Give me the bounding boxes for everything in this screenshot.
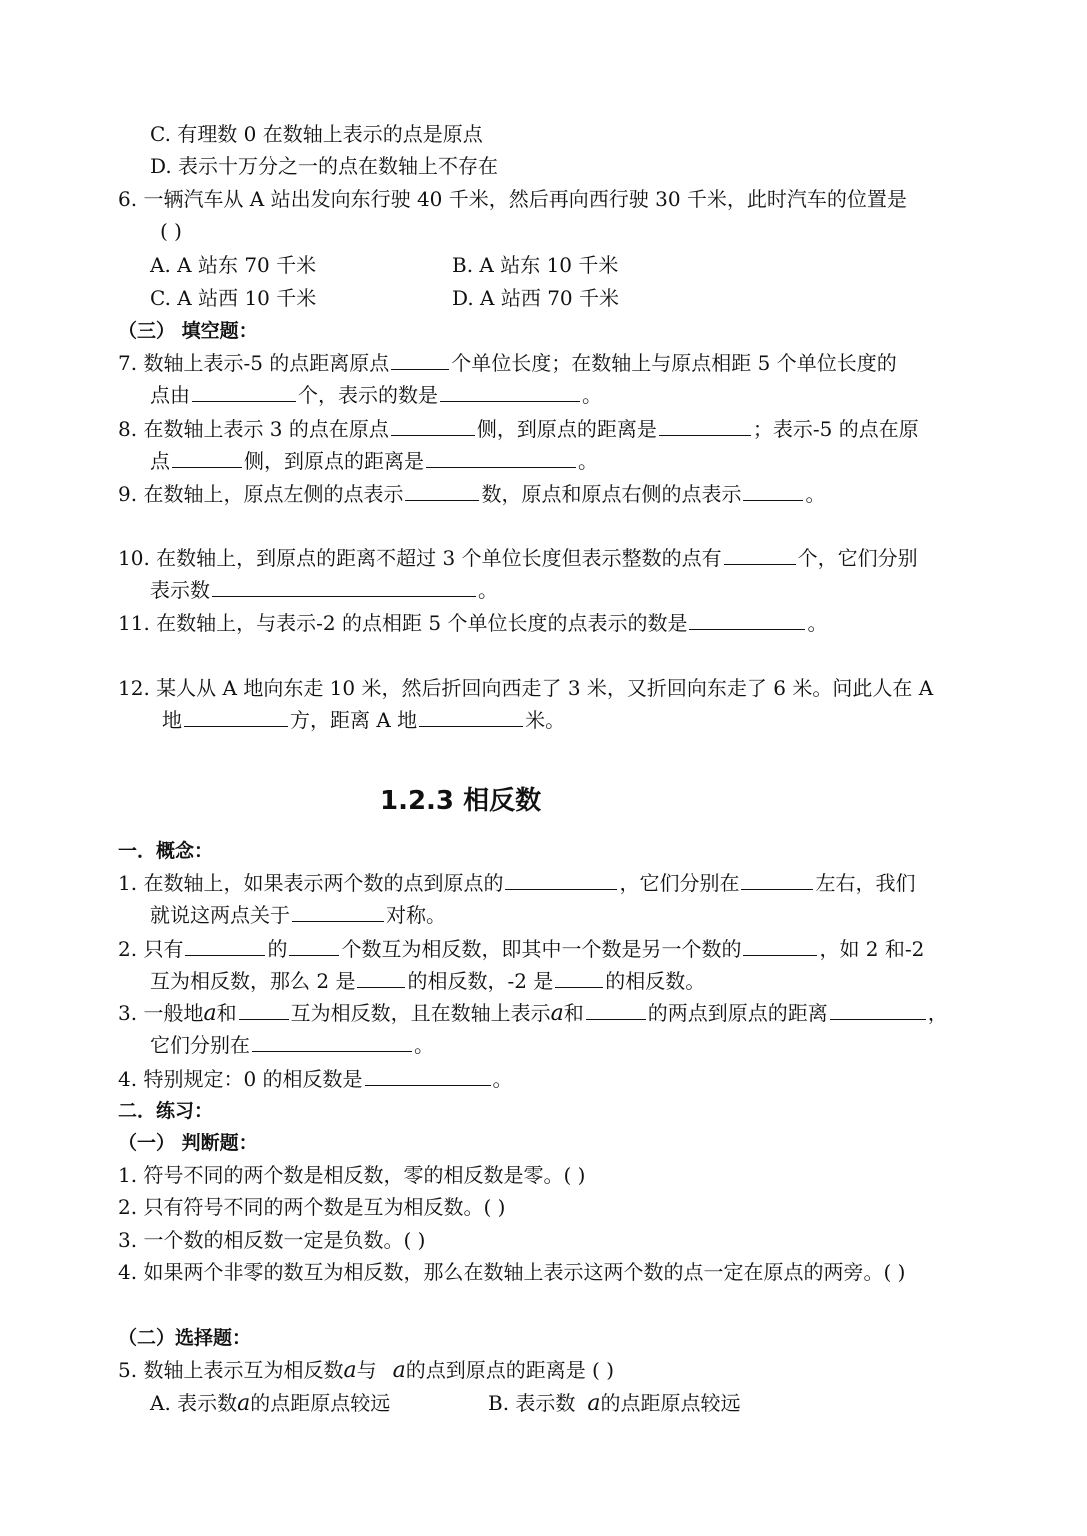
c3-text-a: 3. 一般地 (118, 1001, 204, 1025)
q8-text-b: 侧，到原点的距离是 (476, 417, 657, 441)
s5-text-b: 与 (356, 1358, 377, 1382)
c3-text-c: 互为相反数，且在数轴上表示 (290, 1001, 551, 1025)
c4-text-a: 4. 特别规定：0 的相反数是 (118, 1067, 363, 1091)
concept-heading: 一．概念： (118, 840, 214, 862)
c1-text-d: 就说这两点关于 (150, 903, 290, 927)
fill-heading: （三） 填空题： (118, 320, 258, 342)
choice-5-option-b (488, 1390, 741, 1417)
q9-text-c: 。 (805, 482, 826, 506)
c2-text-e: 互为相反数，那么 2 是 (150, 969, 356, 993)
c1-text-a: 1. 在数轴上，如果表示两个数的点到原点的 (118, 871, 504, 895)
option-6a: A. A 站东 70 千米 (150, 253, 317, 277)
c3-text-h: 。 (414, 1033, 434, 1057)
answer-blank[interactable] (586, 1001, 646, 1020)
q9-text-b: 数，原点和原点右侧的点表示 (481, 482, 742, 506)
c3-text-g: 它们分别在 (150, 1033, 250, 1057)
answer-blank[interactable] (505, 871, 617, 890)
option-6b: B. A 站东 10 千米 (452, 253, 619, 277)
answer-blank[interactable] (555, 969, 603, 988)
answer-blank[interactable] (252, 1033, 412, 1052)
variable-a: a (550, 1001, 564, 1026)
answer-blank[interactable] (192, 383, 296, 402)
answer-blank[interactable] (724, 546, 796, 565)
option-6c: C. A 站西 10 千米 (150, 286, 317, 310)
answer-blank[interactable] (184, 708, 288, 727)
c3-text-b: 和 (216, 1001, 237, 1025)
question-8-line1 (118, 416, 919, 442)
q10-text-b: 个，它们分别 (797, 546, 918, 570)
s5-opt-a-text1: A. 表示数 (150, 1391, 238, 1415)
question-7-line1 (118, 350, 897, 376)
q10-text-d: 。 (478, 578, 498, 602)
question-10-line1 (118, 545, 918, 571)
c2-text-c: 个数互为相反数，即其中一个数是另一个数的 (341, 937, 742, 961)
q8-text-a: 8. 在数轴上表示 3 的点在原点 (118, 417, 389, 441)
s5-opt-a-text2: 的点距原点较远 (250, 1391, 391, 1415)
variable-a: a (343, 1358, 357, 1383)
option-6d: D. A 站西 70 千米 (452, 286, 620, 310)
q8-text-e: 侧，到原点的距离是 (244, 449, 424, 473)
question-11 (118, 610, 827, 636)
c1-text-e: 对称。 (386, 903, 446, 927)
answer-blank[interactable] (419, 708, 523, 727)
c2-text-a: 2. 只有 (118, 937, 184, 961)
s5-opt-b-text1: B. 表示数 (488, 1391, 576, 1415)
answer-blank[interactable] (289, 937, 339, 956)
choice-5 (118, 1357, 614, 1384)
option-5d: D. 表示十万分之一的点在数轴上不存在 (150, 154, 499, 178)
answer-blank[interactable] (741, 871, 813, 890)
variable-a: a (203, 1001, 217, 1026)
concept-4 (118, 1066, 513, 1092)
answer-blank[interactable] (292, 903, 384, 922)
q12-text-b: 地 (162, 708, 182, 732)
concept-2-line1 (118, 936, 924, 962)
concept-2-line2 (150, 968, 705, 994)
practice-heading: 二．练习： (118, 1100, 214, 1122)
q11-text-b: 。 (807, 611, 828, 635)
question-12-line1: 12. 某人从 A 地向东走 10 米，然后折回向西走了 3 米，又折回向东走了 6 米。问此人在 A (118, 676, 934, 700)
answer-blank[interactable] (743, 482, 803, 501)
question-10-line2 (150, 577, 498, 603)
c2-text-b: 的 (267, 937, 288, 961)
q8-text-f: 。 (578, 449, 598, 473)
answer-blank[interactable] (172, 449, 242, 468)
q7-text-a: 7. 数轴上表示-5 的点距离原点 (118, 351, 390, 375)
answer-blank[interactable] (357, 969, 405, 988)
q10-text-a: 10. 在数轴上，到原点的距离不超过 3 个单位长度但表示整数的点有 (118, 546, 722, 570)
s5-opt-b-text2: 的点距原点较远 (600, 1391, 741, 1415)
answer-blank[interactable] (239, 1001, 289, 1020)
answer-blank[interactable] (659, 417, 751, 436)
c4-text-b: 。 (492, 1067, 513, 1091)
variable-a: a (587, 1391, 601, 1416)
c2-text-d: ，如 2 和-2 (819, 937, 925, 961)
q12-text-d: 米。 (525, 708, 566, 732)
concept-3-line2 (150, 1032, 434, 1058)
answer-blank[interactable] (426, 449, 576, 468)
variable-a: a (237, 1391, 251, 1416)
choice-heading: （二）选择题： (118, 1327, 252, 1349)
question-8-line2 (150, 448, 598, 474)
judge-2: 2. 只有符号不同的两个数是互为相反数。( ) (118, 1195, 506, 1219)
c3-text-d: 和 (563, 1001, 584, 1025)
c2-text-g: 的相反数。 (605, 969, 706, 993)
concept-1-line2 (150, 902, 446, 928)
q9-text-a: 9. 在数轴上，原点左侧的点表示 (118, 482, 404, 506)
concept-3-line1 (118, 1000, 948, 1027)
judge-heading: （一） 判断题： (118, 1132, 258, 1154)
q8-text-c: ；表示-5 的点在原 (752, 417, 919, 441)
c2-text-f: 的相反数，-2 是 (407, 969, 554, 993)
answer-blank[interactable] (391, 351, 449, 370)
q7-text-e: 。 (582, 383, 602, 407)
c3-text-f: ， (927, 1001, 948, 1025)
q8-text-d: 点 (150, 449, 170, 473)
question-12-line2 (162, 707, 565, 733)
concept-1-line1 (118, 870, 915, 896)
variable-a: a (392, 1358, 406, 1383)
c1-text-c: 左右，我们 (815, 871, 916, 895)
option-5c: C. 有理数 0 在数轴上表示的点是原点 (150, 122, 483, 146)
answer-blank[interactable] (405, 482, 479, 501)
question-7-line2 (150, 382, 602, 408)
q11-text-a: 11. 在数轴上，与表示-2 的点相距 5 个单位长度的点表示的数是 (118, 611, 688, 635)
q7-text-b: 个单位长度；在数轴上与原点相距 5 个单位长度的 (451, 351, 897, 375)
answer-blank[interactable] (365, 1067, 491, 1086)
s5-text-c: 的点到原点的距离是 ( ) (405, 1358, 615, 1382)
s5-text-a: 5. 数轴上表示互为相反数 (118, 1358, 344, 1382)
answer-blank[interactable] (440, 383, 580, 402)
choice-5-option-a (150, 1390, 390, 1417)
q10-text-c: 表示数 (150, 578, 210, 602)
question-9 (118, 481, 825, 507)
c3-text-e: 的两点到原点的距离 (647, 1001, 828, 1025)
answer-blank[interactable] (391, 417, 475, 436)
question-6: 6. 一辆汽车从 A 站出发向东行驶 40 千米，然后再向西行驶 30 千米，此时汽车的位置是 (118, 187, 907, 211)
q7-text-d: 个，表示的数是 (298, 383, 438, 407)
judge-4: 4. 如果两个非零的数互为相反数，那么在数轴上表示这两个数的点一定在原点的两旁。( ) (118, 1260, 906, 1284)
answer-blank[interactable] (830, 1001, 926, 1020)
answer-paren-6: ( ) (160, 219, 182, 243)
answer-blank[interactable] (185, 937, 265, 956)
judge-3: 3. 一个数的相反数一定是负数。( ) (118, 1228, 426, 1252)
c1-text-b: ，它们分别在 (619, 871, 740, 895)
answer-blank[interactable] (743, 937, 817, 956)
judge-1: 1. 符号不同的两个数是相反数，零的相反数是零。( ) (118, 1163, 586, 1187)
q12-text-c: 方，距离 A 地 (290, 708, 418, 732)
answer-blank[interactable] (689, 611, 805, 630)
section-title: 1.2.3 相反数 (380, 786, 542, 816)
q7-text-c: 点由 (150, 383, 190, 407)
answer-blank[interactable] (212, 578, 476, 597)
